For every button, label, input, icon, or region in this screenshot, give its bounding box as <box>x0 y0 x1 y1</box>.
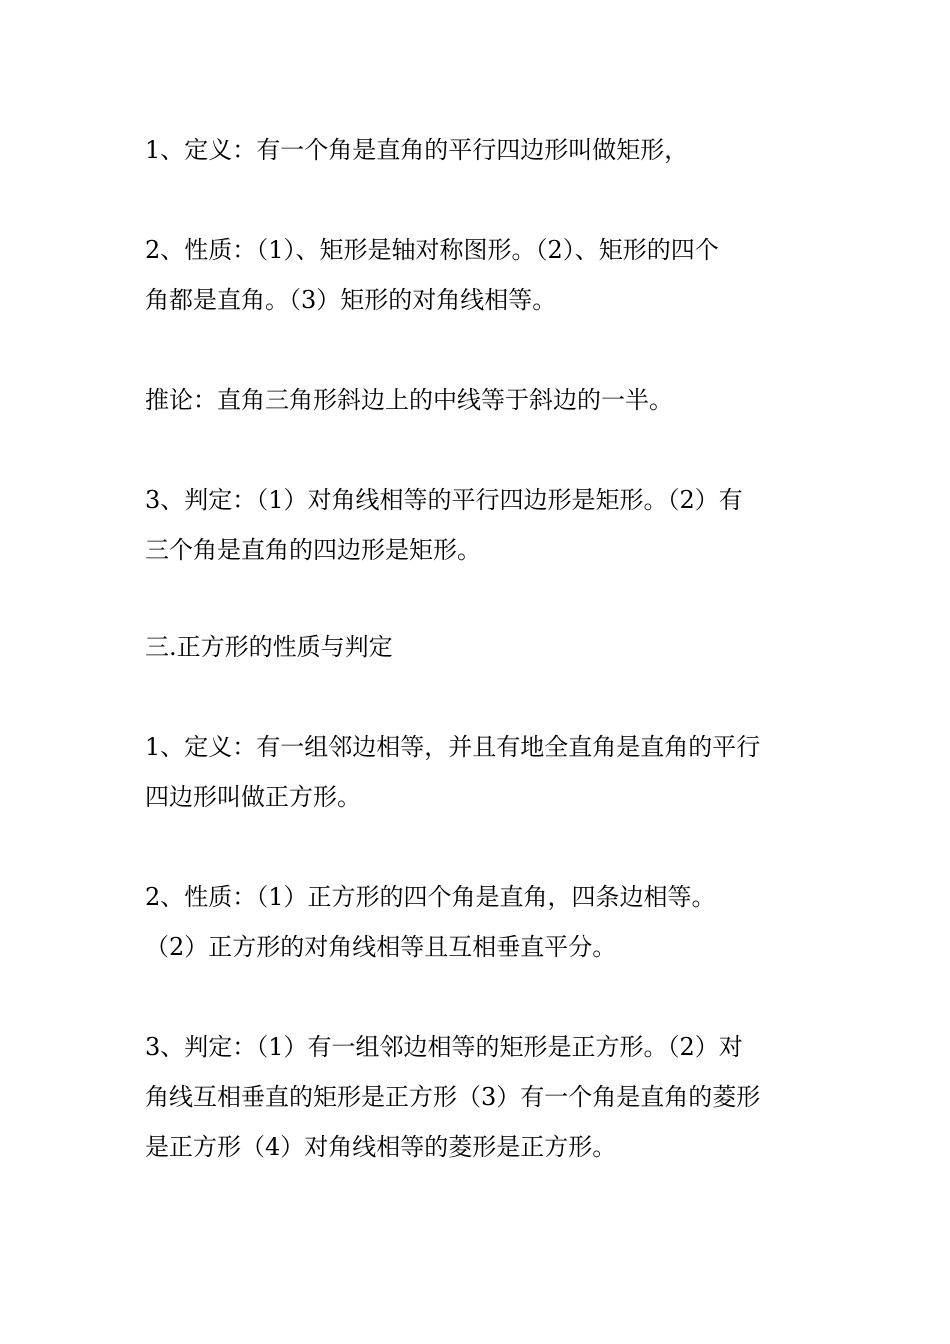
paragraph-corollary <box>145 375 810 425</box>
paragraph-rectangle-criteria <box>145 475 810 575</box>
paragraph-square-criteria <box>145 1022 810 1172</box>
text-line: 2、性质：（1）、矩形是轴对称图形。（2）、矩形的四个 <box>145 236 719 264</box>
text-line: 三.正方形的性质与判定 <box>145 633 393 661</box>
text-line: （2）正方形的对角线相等且互相垂直平分。 <box>145 933 617 961</box>
text-line: 2、性质：（1）正方形的四个角是直角，四条边相等。 <box>145 883 716 911</box>
text-line: 四边形叫做正方形。 <box>145 783 361 811</box>
paragraph-rectangle-properties <box>145 225 810 325</box>
text-line: 三个角是直角的四边形是矩形。 <box>145 536 481 564</box>
text-line: 1、定义：有一个角是直角的平行四边形叫做矩形， <box>145 136 689 164</box>
text-line: 角都是直角。（3）矩形的对角线相等。 <box>145 286 557 314</box>
paragraph-rectangle-definition <box>145 125 810 175</box>
section-heading-square <box>145 622 810 672</box>
text-line: 3、判定：（1）对角线相等的平行四边形是矩形。（2）有 <box>145 486 743 514</box>
paragraph-square-definition <box>145 722 810 822</box>
paragraph-square-properties <box>145 872 810 972</box>
text-line: 3、判定：（1）有一组邻边相等的矩形是正方形。（2）对 <box>145 1033 743 1061</box>
text-line: 推论：直角三角形斜边上的中线等于斜边的一半。 <box>145 386 673 414</box>
text-line: 角线互相垂直的矩形是正方形（3）有一个角是直角的菱形 <box>145 1083 761 1111</box>
text-line: 1、定义：有一组邻边相等，并且有地全直角是直角的平行 <box>145 733 761 761</box>
text-line: 是正方形（4）对角线相等的菱形是正方形。 <box>145 1133 617 1161</box>
